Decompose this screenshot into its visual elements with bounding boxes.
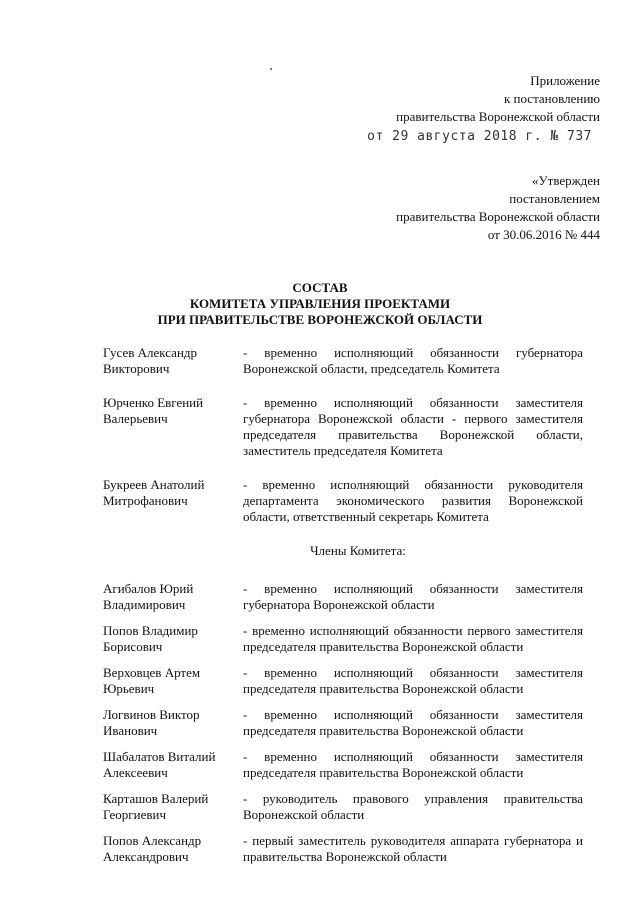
member-name: Логвинов Виктор Иванович (103, 707, 200, 738)
list-item (103, 395, 583, 459)
title-line-2: КОМИТЕТА УПРАВЛЕНИЯ ПРОЕКТАМИ (189, 296, 451, 311)
appendix-line-2: к постановлению (503, 91, 600, 106)
member-role: - временно исполняющий обязанности заместителя председателя правительства Воронежской области (243, 749, 583, 780)
list-item (103, 707, 583, 739)
approved-line-3: правительства Воронежской области (396, 209, 600, 224)
member-role: - временно исполняющий обязанности заместителя губернатора Воронежской области (243, 581, 583, 612)
appendix-line-3: правительства Воронежской области (396, 109, 600, 124)
member-name: Карташов Валерий Георгиевич (103, 791, 209, 822)
list-item (103, 581, 583, 613)
list-item (103, 623, 583, 655)
list-item (103, 665, 583, 697)
list-item (103, 749, 583, 781)
member-name: Юрченко Евгений Валерьевич (103, 395, 204, 426)
member-name: Букреев Анатолий Митрофанович (103, 477, 205, 508)
member-role: - первый заместитель руководителя аппарата губернатора и правительства Воронежской области (243, 833, 583, 864)
member-role: - временно исполняющий обязанности губернатора Воронежской области, председатель Комитета (243, 345, 583, 376)
list-item (103, 833, 583, 865)
document-title (0, 280, 640, 328)
appendix-header (367, 72, 600, 146)
member-role: - временно исполняющий обязанности заместителя председателя правительства Воронежской области (243, 707, 583, 738)
member-name: Гусев Александр Викторович (103, 345, 198, 376)
title-line-3: ПРИ ПРАВИТЕЛЬСТВЕ ВОРОНЕЖСКОЙ ОБЛАСТИ (157, 312, 483, 327)
appendix-line-1: Приложение (530, 73, 600, 88)
members-heading: Члены Комитета: (310, 543, 406, 558)
title-line-1: СОСТАВ (292, 280, 348, 295)
member-name: Попов Владимир Борисович (103, 623, 198, 654)
approved-line-2: постановлением (509, 191, 600, 206)
member-role: - временно исполняющий обязанности первого заместителя председателя правительства Воронежской области (243, 623, 583, 654)
list-item (103, 345, 583, 377)
member-role: - временно исполняющий обязанности руководителя департамента экономического развития Воронежской области, ответственный секретарь Комитета (243, 477, 583, 524)
approved-line-4: от 30.06.2016 № 444 (487, 227, 600, 242)
member-role: - временно исполняющий обязанности заместителя губернатора Воронежской области - первого заместителя председателя правительства Воронежской области, заместитель председателя Комитета (243, 395, 583, 458)
member-name: Попов Александр Александрович (103, 833, 202, 864)
list-item (103, 791, 583, 823)
member-name: Верховцев Артем Юрьевич (103, 665, 201, 696)
member-role: - руководитель правового управления правительства Воронежской области (243, 791, 583, 822)
appendix-date-stamp: от 29 августа 2018 г. № 737 (367, 128, 592, 145)
member-role: - временно исполняющий обязанности заместителя председателя правительства Воронежской области (243, 665, 583, 696)
approved-line-1: «Утвержден (531, 173, 600, 188)
member-name: Агибалов Юрий Владимирович (103, 581, 194, 612)
committee-list (103, 345, 583, 865)
list-item (103, 477, 583, 525)
member-name: Шабалатов Виталий Алексеевич (103, 749, 216, 780)
approved-header (396, 172, 600, 244)
scan-speck (270, 68, 272, 70)
